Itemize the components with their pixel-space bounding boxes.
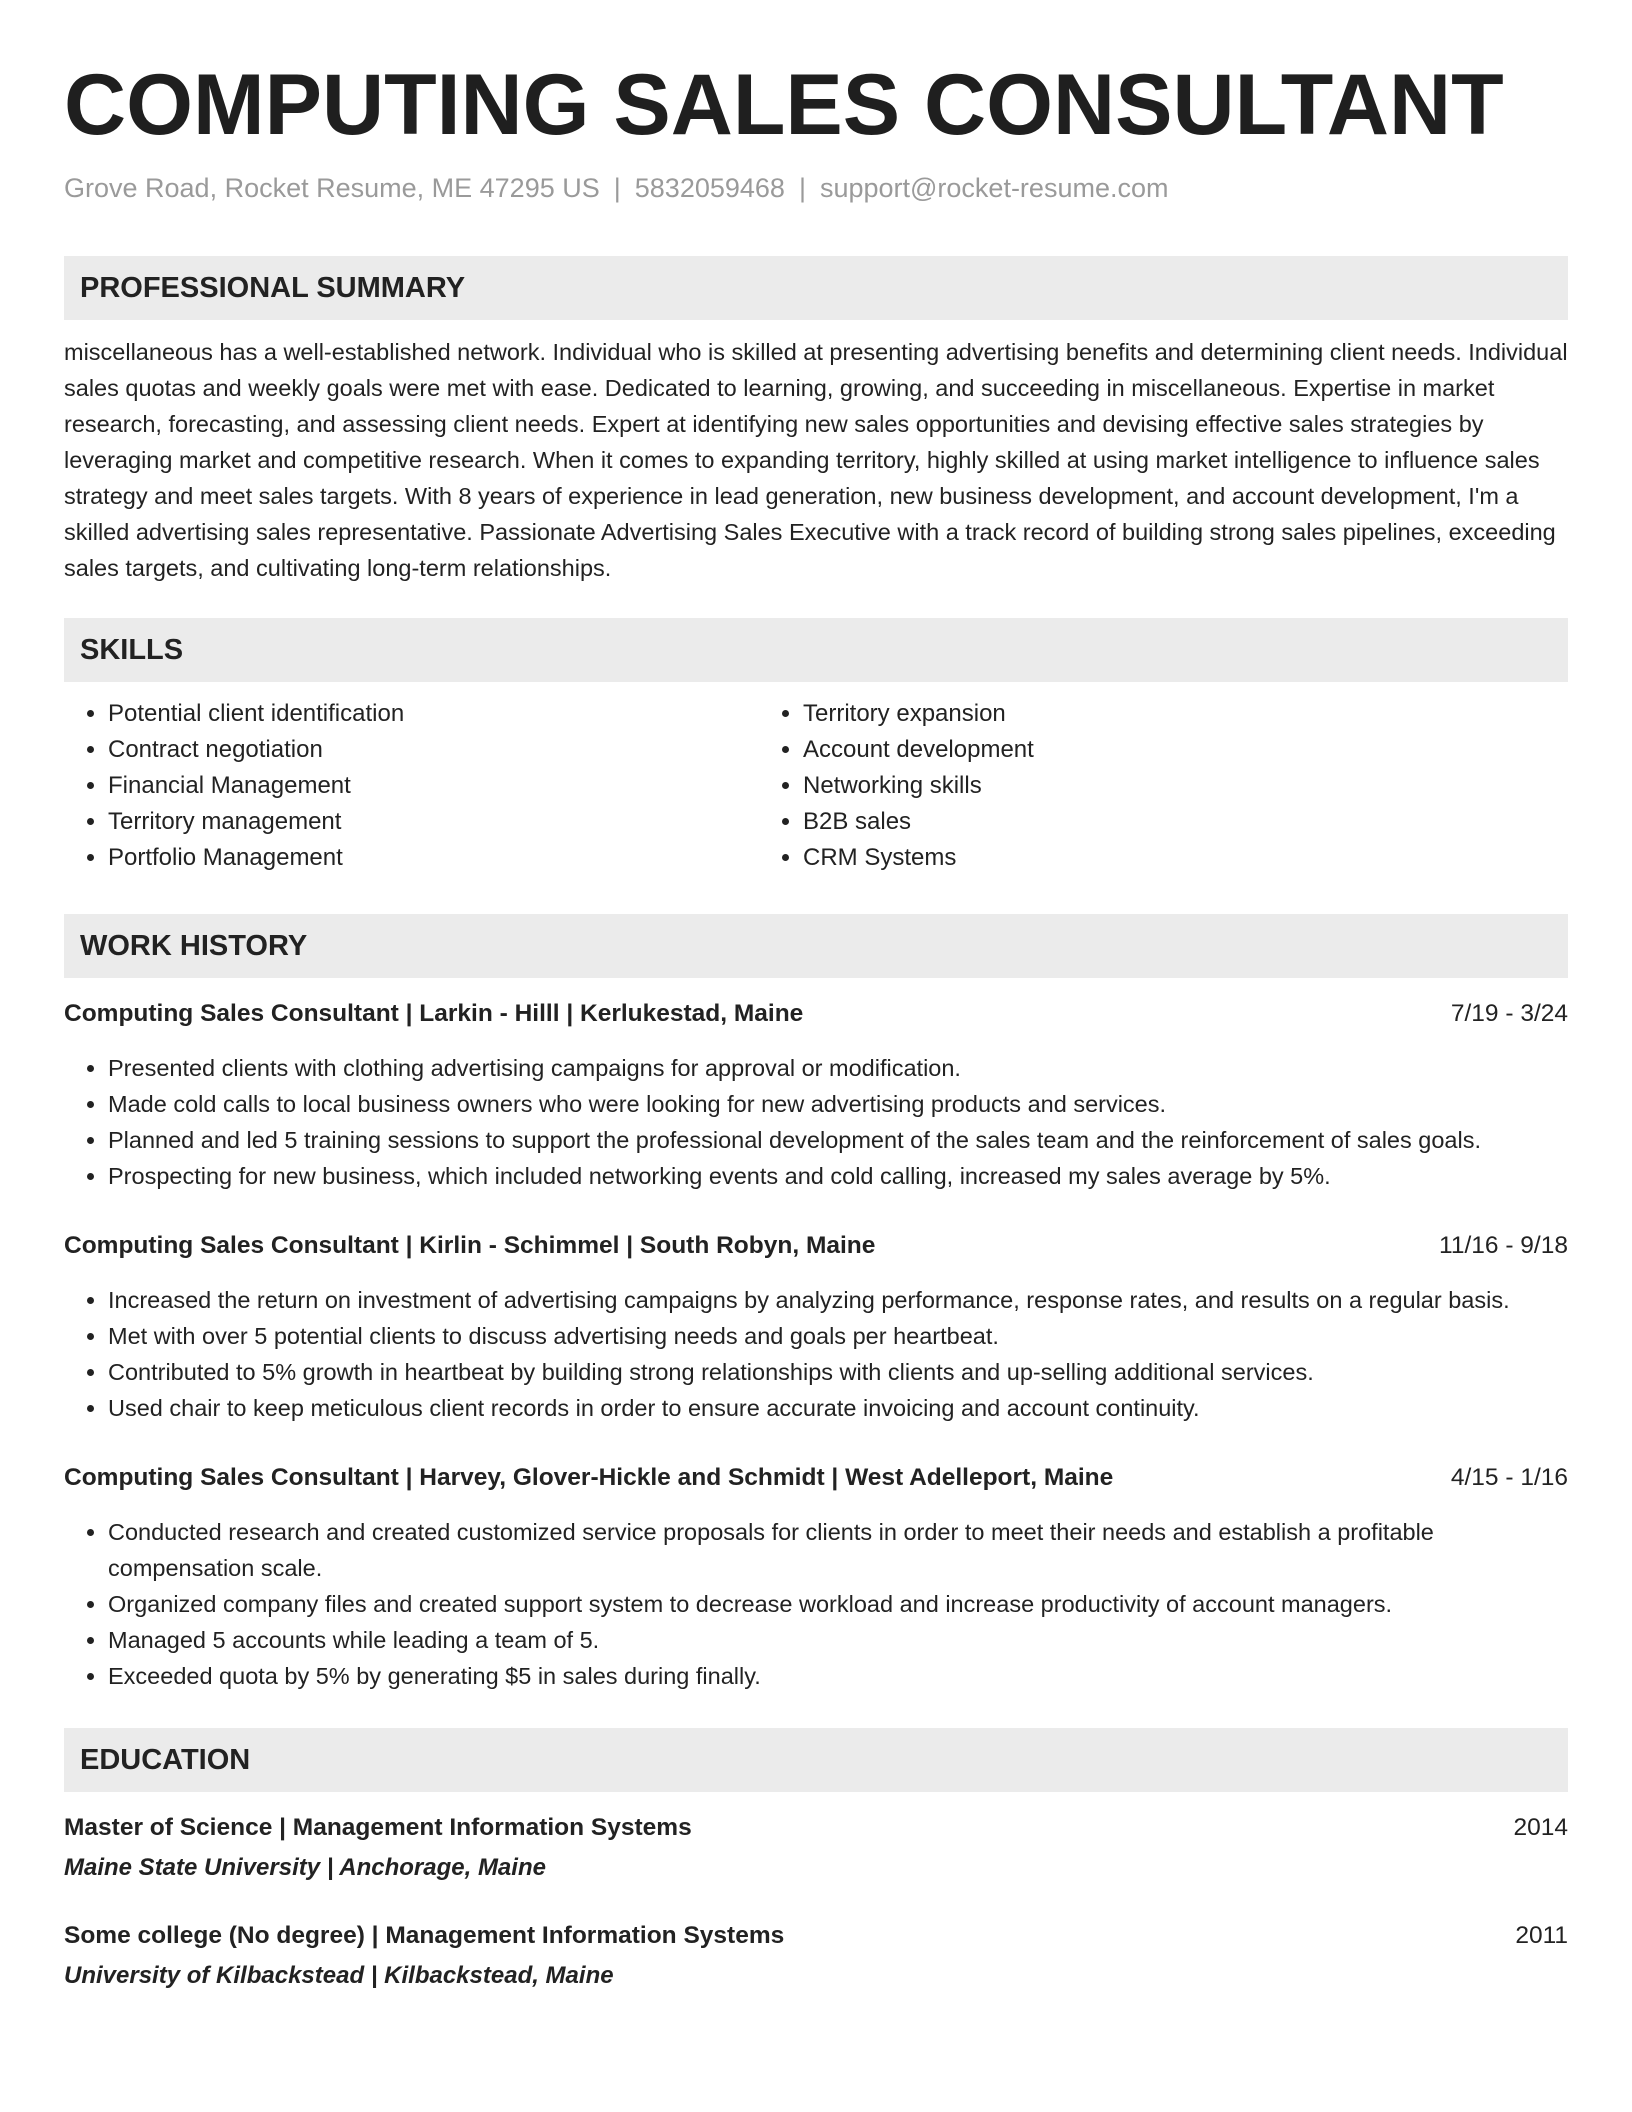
job-dates: 7/19 - 3/24 <box>1450 1000 1568 1027</box>
job-title: Computing Sales Consultant | Harvey, Glover-Hickle and Schmidt | West Adelleport, Maine <box>64 1464 1114 1491</box>
job-bullet: • Conducted research and created customized service proposals for clients in order to meet their needs and establish a profitable compensation scale. <box>108 1514 1568 1586</box>
job-header <box>64 996 1568 1032</box>
job-dates: 11/16 - 9/18 <box>1439 1232 1568 1259</box>
skill-item: • CRM Systems <box>803 840 1034 876</box>
job-bullet: • Used chair to keep meticulous client records in order to ensure accurate invoicing and account continuity. <box>108 1390 1568 1426</box>
job-bullet: • Contributed to 5% growth in heartbeat by building strong relationships with clients and up-selling additional services. <box>108 1354 1568 1390</box>
education-degree: Master of Science | Management Information Systems <box>64 1814 692 1841</box>
job-bullet: • Increased the return on investment of advertising campaigns by analyzing performance, response rates, and results on a regular basis. <box>108 1282 1568 1318</box>
job-title: Computing Sales Consultant | Kirlin - Schimmel | South Robyn, Maine <box>64 1232 876 1259</box>
skill-item: • Networking skills <box>803 768 1034 804</box>
job-bullet: • Exceeded quota by 5% by generating $5 in sales during finally. <box>108 1658 1568 1694</box>
education-degree: Some college (No degree) | Management Information Systems <box>64 1922 785 1949</box>
skill-item: • Potential client identification <box>108 696 759 732</box>
education-year: 2011 <box>1515 1922 1568 1949</box>
skill-item: • B2B sales <box>803 804 1034 840</box>
job-entry <box>64 1460 1568 1694</box>
job-bullet: • Planned and led 5 training sessions to support the professional development of the sales team and the reinforcement of sales goals. <box>108 1122 1568 1158</box>
job-bullet: • Organized company files and created support system to decrease workload and increase productivity of account managers. <box>108 1586 1568 1622</box>
skill-item: • Portfolio Management <box>108 840 759 876</box>
skills-heading: SKILLS <box>64 618 1568 682</box>
candidate-name: COMPUTING SALES CONSULTANT <box>64 57 1504 153</box>
education-school: University of Kilbackstead | Kilbackstead, Maine <box>64 1962 614 1989</box>
contact-separator: | <box>613 173 621 203</box>
job-bullet: • Presented clients with clothing advertising campaigns for approval or modification. <box>108 1050 1568 1086</box>
job-bullet: • Met with over 5 potential clients to discuss advertising needs and goals per heartbeat. <box>108 1318 1568 1354</box>
education-header <box>64 1918 1568 1954</box>
job-bullets <box>64 1514 1568 1694</box>
education-year: 2014 <box>1513 1814 1568 1841</box>
job-bullet: • Made cold calls to local business owners who were looking for new advertising products and services. <box>108 1086 1568 1122</box>
skill-item: • Account development <box>803 732 1034 768</box>
contact-email: support@rocket-resume.com <box>819 173 1169 203</box>
education-school: Maine State University | Anchorage, Maine <box>64 1854 546 1881</box>
skills-list <box>64 696 1568 876</box>
job-bullets <box>64 1050 1568 1194</box>
job-header <box>64 1460 1568 1496</box>
skills-column-left <box>64 696 759 876</box>
contact-phone: 5832059468 <box>634 173 785 203</box>
job-bullet: • Managed 5 accounts while leading a team of 5. <box>108 1622 1568 1658</box>
summary-heading: PROFESSIONAL SUMMARY <box>64 256 1568 320</box>
skill-item: • Territory management <box>108 804 759 840</box>
contact-separator: | <box>798 173 806 203</box>
skill-item: • Contract negotiation <box>108 732 759 768</box>
job-dates: 4/15 - 1/16 <box>1450 1464 1568 1491</box>
summary-text: miscellaneous has a well-established network. Individual who is skilled at presenting advertising benefits and determining client needs. Individual sales quotas and weekly goals were met with ease. Dedicated to learning, growing, and succeeding in miscellaneous. Expertise in market research, forecasting, and assessing client needs. Expert at identifying new sales opportunities and devising effective sales strategies by leveraging market and competitive research. When it comes to expanding territory, highly skilled at using market intelligence to influence sales strategy and meet sales targets. With 8 years of experience in lead generation, new business development, and account development, I'm a skilled advertising sales representative. Passionate Advertising Sales Executive with a track record of building strong sales pipelines, exceeding sales targets, and cultivating long-term relationships. <box>64 339 1568 581</box>
contact-address: Grove Road, Rocket Resume, ME 47295 US <box>64 173 600 203</box>
skills-column-right <box>759 696 1034 876</box>
education-entry <box>64 1918 1568 1994</box>
job-bullets <box>64 1282 1568 1426</box>
work-history-heading: WORK HISTORY <box>64 914 1568 978</box>
education-header <box>64 1810 1568 1846</box>
job-bullet: • Prospecting for new business, which included networking events and cold calling, increased my sales average by 5%. <box>108 1158 1568 1194</box>
skill-item: • Territory expansion <box>803 696 1034 732</box>
contact-line <box>64 170 1568 206</box>
job-entry <box>64 996 1568 1194</box>
job-title: Computing Sales Consultant | Larkin - Hilll | Kerlukestad, Maine <box>64 1000 804 1027</box>
job-header <box>64 1228 1568 1264</box>
education-entry <box>64 1810 1568 1886</box>
skill-item: • Financial Management <box>108 768 759 804</box>
job-entry <box>64 1228 1568 1426</box>
education-heading: EDUCATION <box>64 1728 1568 1792</box>
